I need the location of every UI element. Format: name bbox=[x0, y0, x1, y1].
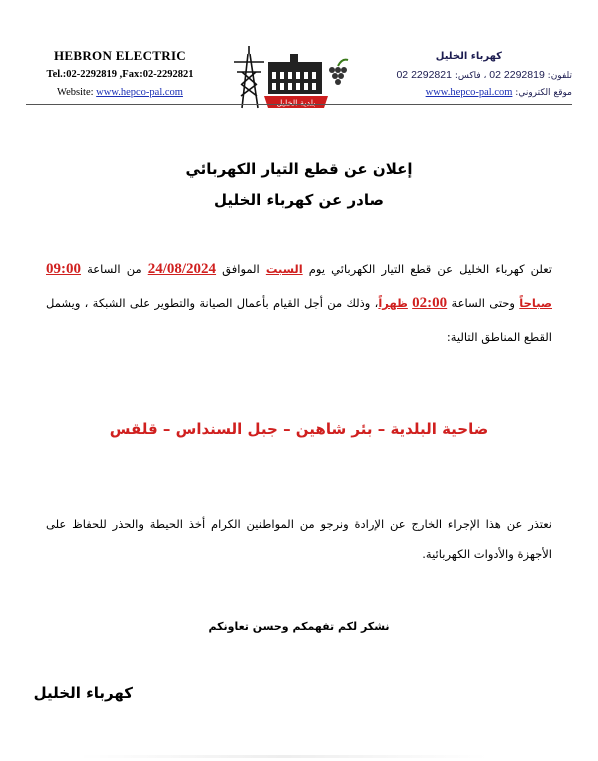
apology-paragraph: نعتذر عن هذا الإجراء الخارج عن الإرادة ونرجو من المواطنين الكرام أخذ الحيطة والحذر للحفاظ على الأجهزة والأدوات الكهربائية. bbox=[46, 517, 552, 561]
company-phone-english: Tel.:02-2292819 ,Fax:02-2292821 bbox=[46, 69, 194, 80]
signature: كهرباء الخليل bbox=[33, 684, 133, 702]
outage-date: 24/08/2024 bbox=[147, 261, 217, 277]
footer-divider bbox=[80, 755, 488, 758]
thanks-line: نشكر لكم تفهمكم وحسن تعاونكم bbox=[208, 620, 390, 633]
hebron-municipality-logo bbox=[228, 44, 352, 110]
outage-start-period: صباحاً bbox=[519, 296, 552, 310]
text-segment: ، وذلك من أجل القيام بأعمال الصيانة والتطوير على الشبكة ، ويشمل القطع المناطق التالية: bbox=[46, 296, 552, 344]
company-website-arabic bbox=[426, 87, 572, 98]
text-segment: تعلن كهرباء الخليل عن قطع التيار الكهربائي يوم bbox=[302, 262, 552, 276]
website-link-arabic[interactable]: www.hepco-pal.com bbox=[425, 87, 513, 98]
company-website-english bbox=[0, 87, 240, 98]
header-divider bbox=[26, 104, 572, 105]
outage-end-period: ظهراً bbox=[378, 296, 408, 310]
fax-label: ، فاكس: bbox=[451, 71, 490, 81]
announcement-subtitle: صادر عن كهرباء الخليل bbox=[214, 191, 384, 209]
phone-label: تلفون: bbox=[544, 71, 572, 81]
outage-start-time: 09:00 bbox=[46, 261, 81, 277]
website-label-arabic: موقع الكتروني: bbox=[512, 88, 572, 98]
company-name-arabic: كهرباء الخليل bbox=[435, 51, 502, 62]
logo-banner-text: بلدية الخليل bbox=[276, 98, 316, 108]
company-name-english: HEBRON ELECTRIC bbox=[54, 48, 186, 63]
text-segment: الموافق bbox=[216, 262, 266, 276]
phone-number: 2292819 02 bbox=[489, 69, 545, 81]
company-phone-arabic bbox=[396, 69, 572, 81]
affected-areas: ضاحية البلدية – بئر شاهين – جبل السنداس – قلقس bbox=[109, 420, 489, 438]
announcement-title: إعلان عن قطع التيار الكهربائي bbox=[185, 160, 413, 178]
outage-details-paragraph bbox=[46, 252, 552, 354]
fax-number: 2292821 02 bbox=[396, 69, 452, 81]
text-segment: وحتى الساعة bbox=[447, 296, 520, 310]
outage-day: السبت bbox=[265, 262, 303, 276]
website-link-english[interactable]: www.hepco-pal.com bbox=[96, 87, 183, 98]
text-segment: من الساعة bbox=[81, 262, 148, 276]
outage-end-time: 02:00 bbox=[412, 295, 448, 311]
website-label: Website: bbox=[57, 87, 97, 98]
